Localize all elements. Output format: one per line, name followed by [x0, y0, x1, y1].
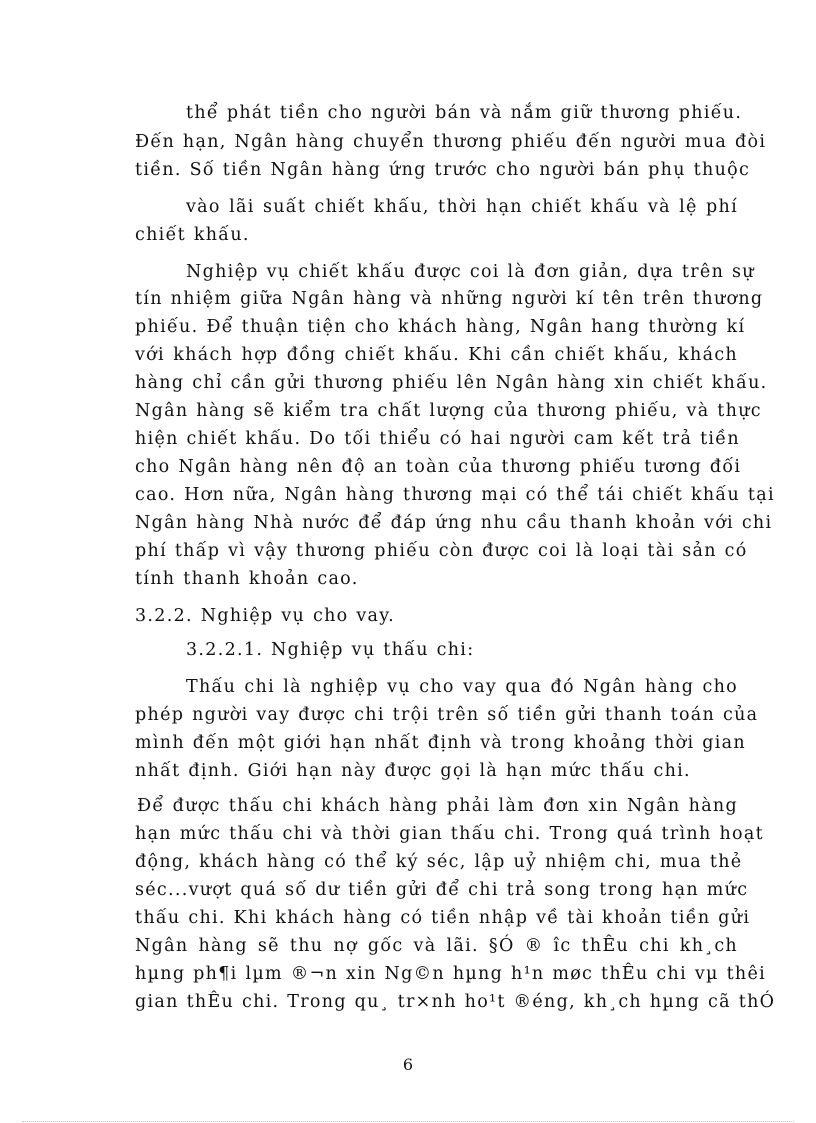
paragraph-line: Thấu chi là nghiệp vụ cho vay qua đó Ngân hàng cho	[186, 677, 738, 697]
paragraph-line: hµng ph¶i lµm ®¬n xin Ng©n hµng h¹n møc thÊu chi vµ thêi	[135, 964, 767, 984]
paragraph-line: hàng chỉ cần gửi thương phiếu lên Ngân hàng xin chiết khấu.	[135, 373, 768, 393]
paragraph-line: cao. Hơn nữa, Ngân hàng thương mại có thể tái chiết khấu tại	[135, 485, 775, 505]
paragraph-line: tính thanh khoản cao.	[135, 569, 359, 589]
paragraph-line: Nghiệp vụ chiết khấu được coi là đơn giản, dựa trên sự	[186, 262, 755, 282]
paragraph-line: chiết khấu.	[135, 225, 250, 245]
paragraph-line: gian thÊu chi. Trong qu¸ tr×nh ho¹t ®éng, kh¸ch hµng cã thÓ	[135, 992, 776, 1012]
paragraph-line: séc...vượt quá số dư tiền gửi để chi trả song trong hạn mức	[135, 880, 749, 900]
paragraph-line: Ngân hàng sẽ kiểm tra chất lượng của thương phiếu, và thực	[135, 401, 762, 421]
paragraph-line: thể phát tiền cho người bán và nắm giữ thương phiếu.	[186, 103, 743, 123]
paragraph-line: phép người vay được chi trội trên số tiền gửi thanh toán của	[135, 705, 759, 725]
paragraph-line: cho Ngân hàng nên độ an toàn của thương phiếu tương đối	[135, 457, 742, 477]
paragraph-line: Để được thấu chi khách hàng phải làm đơn xin Ngân hàng	[137, 796, 738, 816]
paragraph-line: động, khách hàng có thể ký séc, lập uỷ nhiệm chi, mua thẻ	[135, 852, 743, 872]
subsection-heading: 3.2.2.1. Nghiệp vụ thấu chi:	[186, 640, 475, 660]
paragraph-line: tiền. Số tiền Ngân hàng ứng trước cho người bán phụ thuộc	[135, 160, 751, 180]
paragraph-line: phí thấp vì vậy thương phiếu còn được coi là loại tài sản có	[135, 541, 748, 561]
paragraph-line: phiếu. Để thuận tiện cho khách hàng, Ngân hang thường kí	[135, 317, 746, 337]
paragraph-line: hạn mức thấu chi và thời gian thấu chi. Trong quá trình hoạt	[135, 824, 764, 844]
paragraph-line: Đến hạn, Ngân hàng chuyển thương phiếu đến người mua đòi	[135, 132, 767, 152]
page-number: 6	[402, 1055, 414, 1074]
paragraph-line: với khách hợp đồng chiết khấu. Khi cần chiết khấu, khách	[135, 345, 738, 365]
page-bottom-divider	[22, 1121, 794, 1122]
paragraph-line: tín nhiệm giữa Ngân hàng và những người kí tên trên thương	[135, 289, 764, 309]
paragraph-line: nhất định. Giới hạn này được gọi là hạn mức thấu chi.	[135, 761, 691, 781]
section-heading: 3.2.2. Nghiệp vụ cho vay.	[135, 606, 395, 626]
paragraph-line: thấu chi. Khi khách hàng có tiền nhập về tài khoản tiền gửi	[135, 908, 751, 928]
paragraph-line: vào lãi suất chiết khấu, thời hạn chiết khấu và lệ phí	[186, 197, 738, 217]
paragraph-line: mình đến một giới hạn nhất định và trong khoảng thời gian	[135, 733, 746, 753]
paragraph-line: Ngân hàng Nhà nước để đáp ứng nhu cầu thanh khoản với chi	[135, 513, 773, 533]
paragraph-line: Ngân hàng sẽ thu nợ gốc và lãi. §Ó ® îc thÊu chi kh¸ch	[135, 936, 738, 956]
paragraph-line: hiện chiết khấu. Do tối thiểu có hai người cam kết trả tiền	[135, 429, 740, 449]
